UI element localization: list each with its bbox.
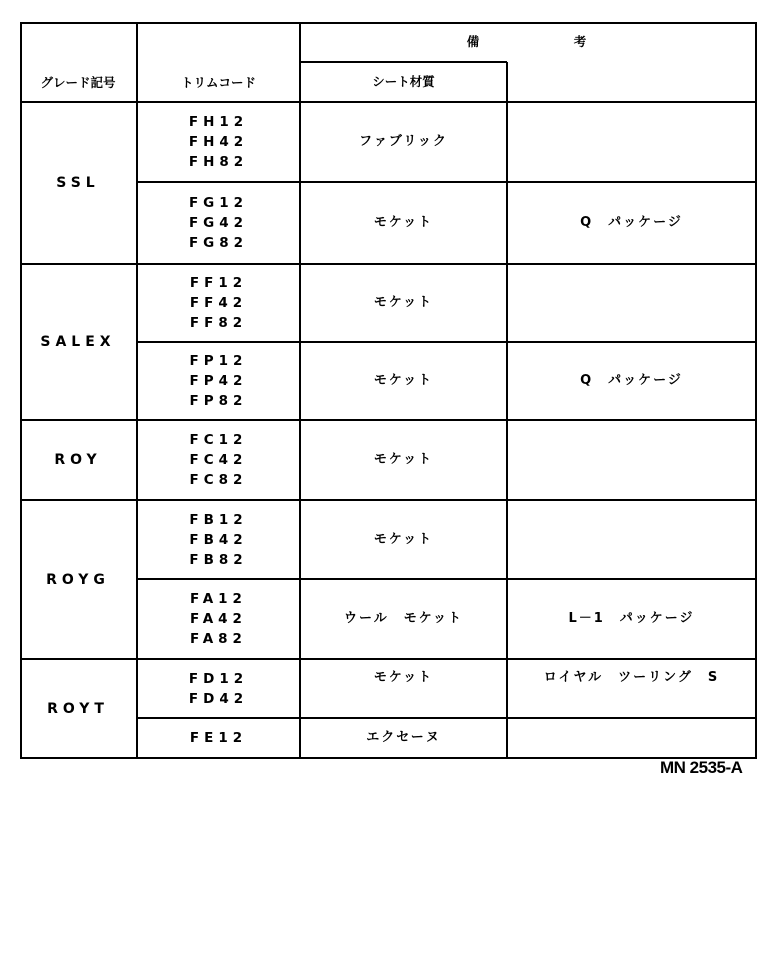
trim-codes <box>138 421 299 499</box>
trim-code: FA82 <box>190 631 247 647</box>
trim-code: FG12 <box>188 195 249 211</box>
seat-material: モケット <box>373 531 434 547</box>
grade-ssl: SSL <box>56 174 100 191</box>
trim-code: FH42 <box>188 134 249 150</box>
grade-salex: SALEX <box>40 334 116 350</box>
remark: Q パッケージ <box>580 215 683 230</box>
trim-code: FF42 <box>189 295 248 311</box>
trim-code: FF12 <box>189 275 248 291</box>
remark <box>508 421 755 499</box>
trim-codes <box>138 501 299 578</box>
trim-code: FP12 <box>189 353 248 369</box>
trim-codes <box>138 103 299 181</box>
remark: L－1 パッケージ <box>568 611 695 626</box>
table-border-right <box>755 22 757 759</box>
trim-code: FB12 <box>189 511 248 528</box>
trim-code: FH82 <box>188 154 249 170</box>
seat-material: ファブリック <box>359 134 448 149</box>
trim-code: FF82 <box>189 315 248 331</box>
seat-material: モケット <box>373 452 434 467</box>
header-remarks-2: 考 <box>573 34 587 49</box>
seat-material: モケット <box>373 670 434 685</box>
trim-code: FH12 <box>188 114 249 130</box>
header-grade: グレード記号 <box>40 75 116 90</box>
trim-codes <box>138 580 299 658</box>
remark <box>508 719 755 757</box>
seat-material: ウール モケット <box>343 611 464 626</box>
trim-code-table <box>20 22 757 759</box>
trim-codes <box>138 343 299 419</box>
grade-roy: ROY <box>54 452 102 468</box>
trim-code: FC82 <box>189 472 248 488</box>
header-trim-code: トリムコード <box>180 75 256 90</box>
trim-code: FA42 <box>190 611 247 627</box>
remark <box>508 501 755 578</box>
trim-code: FG82 <box>188 235 249 251</box>
trim-codes <box>138 719 299 757</box>
remark <box>508 103 755 181</box>
trim-codes <box>138 265 299 341</box>
trim-code: FP82 <box>189 393 248 409</box>
trim-codes <box>138 183 299 263</box>
trim-code: FD42 <box>188 690 249 707</box>
trim-code: FB42 <box>189 531 248 548</box>
header-remarks-1: 備 <box>466 34 480 49</box>
trim-code: FC12 <box>189 432 248 448</box>
trim-code: FE12 <box>189 730 248 746</box>
header-seat-material: シート材質 <box>372 74 435 89</box>
trim-code: FP42 <box>189 373 248 389</box>
trim-code: FC42 <box>189 452 248 468</box>
seat-material: モケット <box>373 215 434 230</box>
trim-code: FA12 <box>190 591 247 607</box>
trim-code: FG42 <box>188 215 249 231</box>
seat-material: モケット <box>373 373 434 388</box>
trim-codes <box>138 660 299 717</box>
remark: ロイヤル ツーリング S <box>543 670 720 685</box>
table-border-top <box>20 22 757 24</box>
table-border-bottom <box>20 757 757 759</box>
trim-code: FD12 <box>188 670 249 687</box>
figure-id: MN 2535-A <box>660 758 743 777</box>
remark <box>508 265 755 341</box>
grade-royg: ROYG <box>46 571 110 588</box>
grade-royt: ROYT <box>47 700 109 717</box>
seat-material: モケット <box>373 295 434 310</box>
seat-material: エクセーヌ <box>366 730 441 745</box>
remark: Q パッケージ <box>580 373 683 388</box>
trim-code: FB82 <box>189 551 248 568</box>
